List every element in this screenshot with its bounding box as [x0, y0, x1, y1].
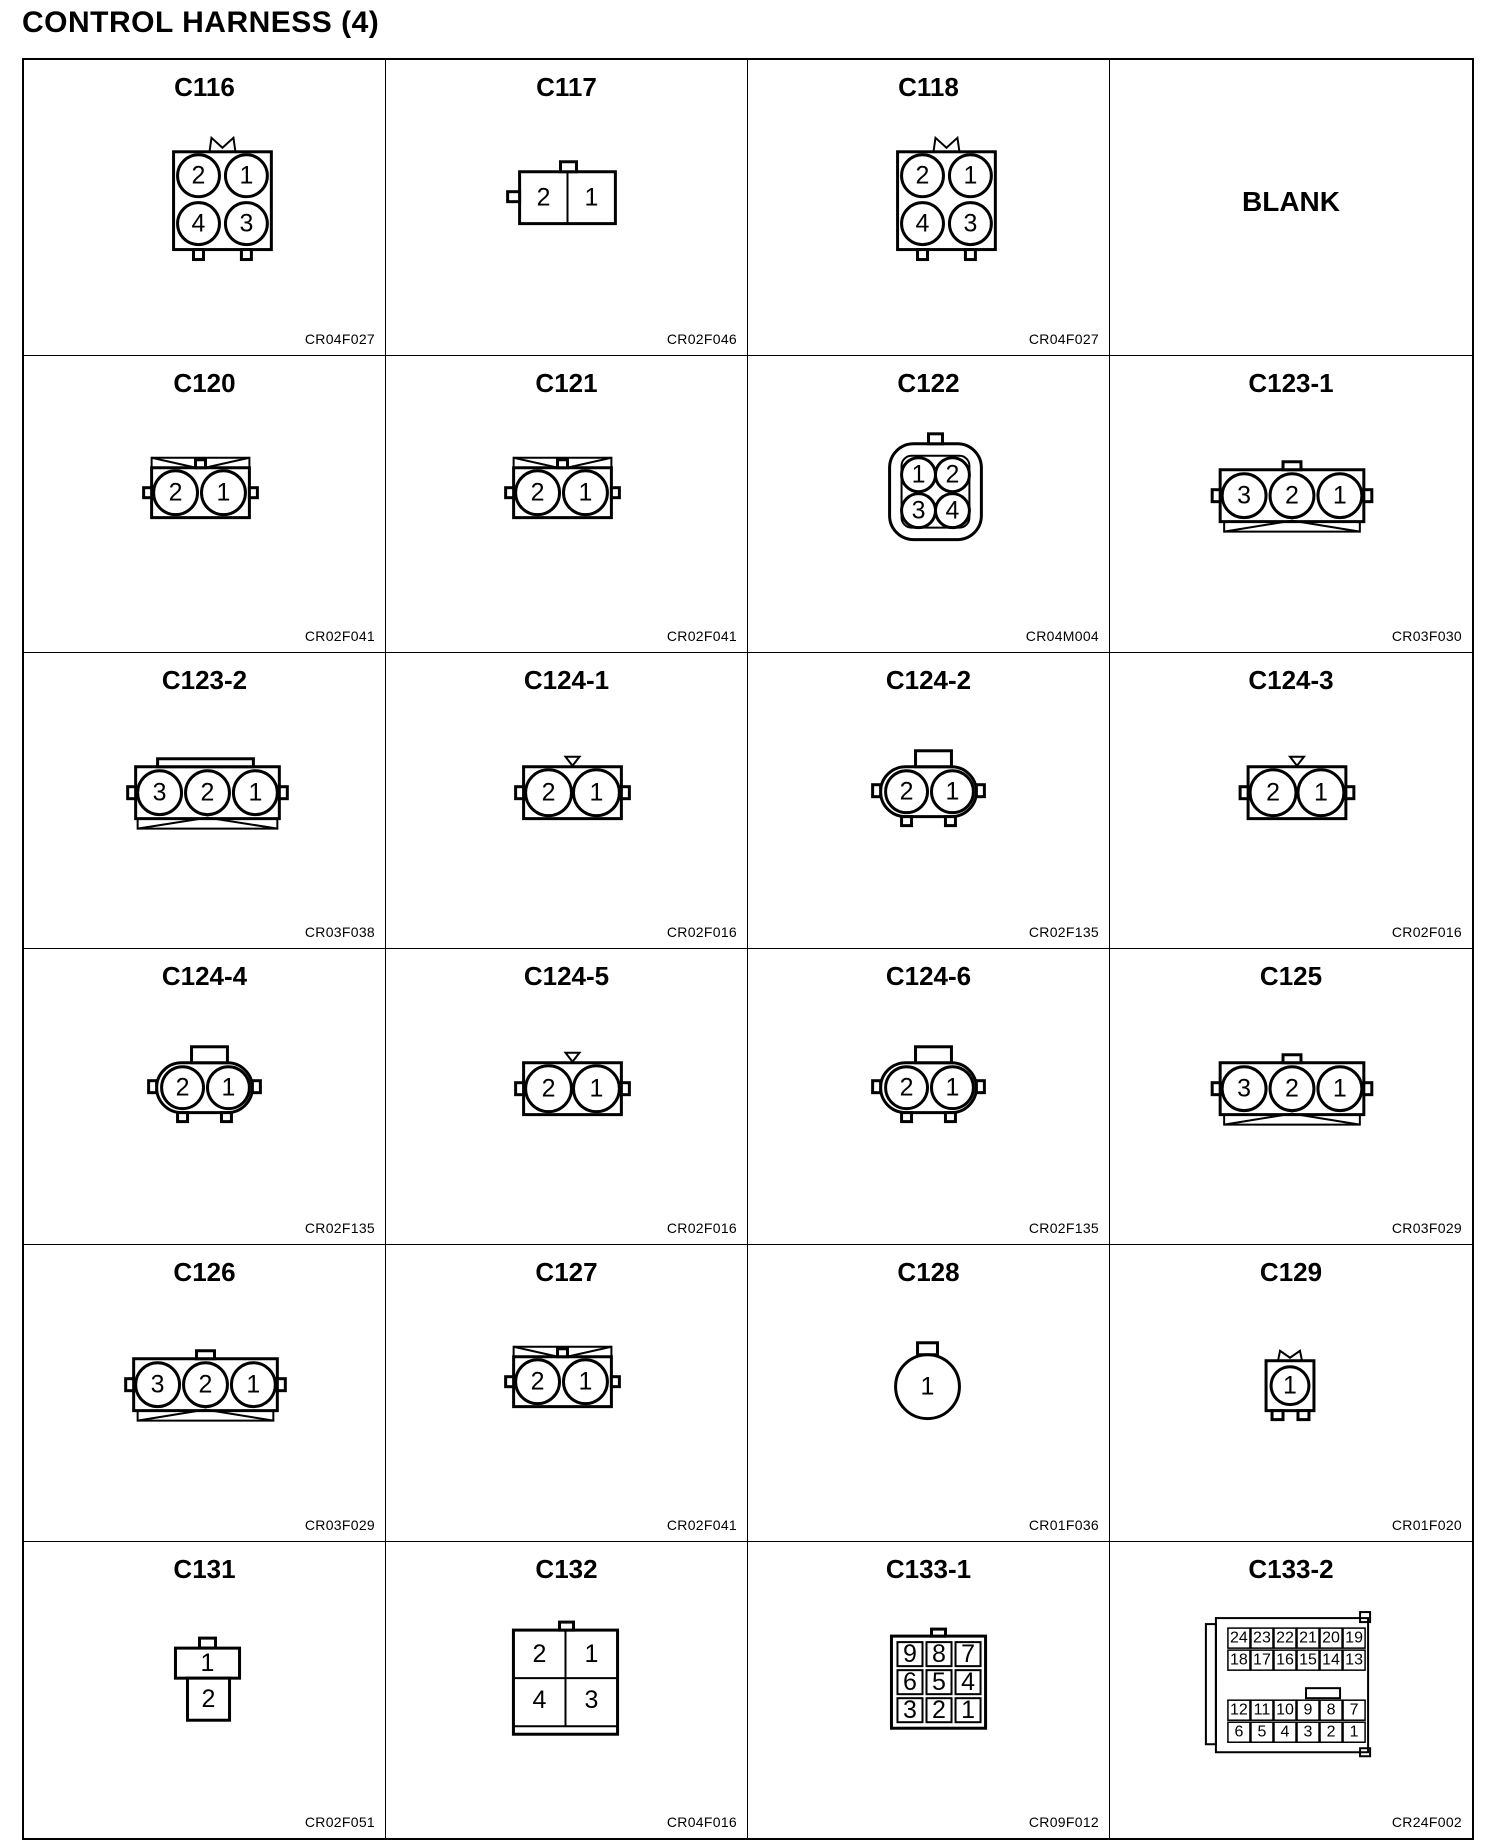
- latch-mark: [933, 138, 959, 152]
- pin-label: 3: [150, 1371, 165, 1400]
- connector-code: CR02F051: [304, 1814, 375, 1830]
- pin-label: 2: [175, 1073, 190, 1102]
- connector-name: C132: [535, 1553, 598, 1584]
- locating-tab: [221, 1113, 231, 1122]
- pin-label: 7: [1349, 1701, 1359, 1719]
- connector-name: C124-2: [885, 664, 972, 695]
- connector-diagram: [1110, 1245, 1472, 1540]
- connector-code: CR02F016: [1391, 924, 1462, 940]
- pin-label: 13: [1345, 1651, 1363, 1669]
- connector-code: CR02F135: [304, 1220, 375, 1237]
- connector-code: CR01F020: [1391, 1516, 1462, 1533]
- connector-diagram: [386, 1542, 747, 1838]
- page-title: CONTROL HARNESS (4): [22, 6, 380, 39]
- connector-cell: [1110, 356, 1472, 652]
- latch-mark: [1283, 1055, 1301, 1063]
- locating-tab: [506, 488, 514, 498]
- pin-label: 1: [246, 1371, 261, 1400]
- connector-name: C116: [174, 72, 235, 102]
- connector-name: C121: [535, 368, 598, 399]
- connector-diagram: [1110, 1542, 1472, 1838]
- locating-tab: [1364, 490, 1372, 502]
- pin-label: 2: [945, 461, 960, 490]
- pin-label: 2: [1285, 482, 1299, 511]
- locating-tab: [249, 488, 257, 498]
- connector-grid: [22, 58, 1474, 1840]
- latch-mark: [197, 1351, 215, 1359]
- pin-label: 1: [945, 777, 960, 806]
- polarity-triangle: [1290, 756, 1304, 765]
- connector-name: C125: [1259, 961, 1323, 991]
- connector-diagram: [1110, 949, 1472, 1244]
- pin-label: 11: [1253, 1701, 1271, 1719]
- connector-code: CR02F041: [666, 1516, 737, 1533]
- connector-cell: [1110, 949, 1472, 1245]
- connector-code: CR01F036: [1028, 1516, 1099, 1533]
- latch-mark: [196, 460, 206, 468]
- pin-label: 3: [584, 1685, 599, 1714]
- locating-tab: [1364, 1083, 1372, 1095]
- wedge-guide: [138, 818, 278, 828]
- latch-mark: [932, 1629, 946, 1636]
- pin-label: 2: [915, 161, 930, 190]
- pin-label: 4: [961, 1667, 976, 1696]
- connector-name: C131: [173, 1553, 236, 1584]
- locating-tab: [516, 1083, 524, 1095]
- blank-label: BLANK: [1242, 186, 1340, 217]
- connector-code: CR04F027: [1028, 331, 1099, 348]
- polarity-triangle: [566, 1053, 580, 1062]
- connector-diagram: [748, 949, 1109, 1244]
- pin-label: 6: [903, 1667, 917, 1696]
- pin-label: 24: [1230, 1629, 1248, 1647]
- connector-code: CR03F038: [304, 924, 375, 940]
- pin-label: 1: [248, 778, 263, 807]
- pin-label: 21: [1299, 1629, 1317, 1647]
- locating-tab: [128, 786, 136, 798]
- connector-code: CR03F029: [1391, 1220, 1462, 1237]
- locating-tab: [902, 1113, 912, 1122]
- locating-tab: [976, 1081, 984, 1093]
- pin-label: 1: [920, 1373, 935, 1402]
- connector-cell: [24, 60, 386, 356]
- pin-label: 2: [899, 777, 914, 806]
- connector-diagram: [386, 60, 747, 355]
- connector-diagram: [748, 60, 1109, 355]
- latch-mark: [558, 460, 568, 468]
- connector-code: CR04F016: [666, 1814, 737, 1830]
- pin-label: 1: [963, 161, 978, 190]
- locating-tab: [279, 786, 287, 798]
- connector-name: C124-1: [523, 664, 610, 695]
- connector-code: CR04F027: [304, 331, 375, 348]
- connector-code: CR09F012: [1028, 1814, 1099, 1830]
- connector-code: CR02F016: [666, 924, 737, 940]
- pin-label: 4: [945, 496, 960, 525]
- connector-diagram: [748, 1245, 1109, 1540]
- pin-label: 2: [200, 778, 215, 807]
- pin-label: 2: [530, 1368, 545, 1397]
- pin-label: 3: [911, 496, 926, 525]
- locating-tab: [873, 1081, 881, 1093]
- pin-label: 4: [532, 1685, 547, 1714]
- connector-code: CR02F041: [304, 627, 375, 644]
- pin-label: 2: [1326, 1723, 1336, 1741]
- pin-label: 1: [1349, 1723, 1359, 1741]
- connector-diagram: [24, 949, 385, 1244]
- pin-label: 9: [903, 1639, 917, 1668]
- pin-label: 1: [1332, 1074, 1347, 1103]
- locating-tab: [965, 250, 975, 260]
- pin-label: 1: [1313, 778, 1328, 807]
- pin-label: 2: [532, 1639, 547, 1668]
- connector-code: CR03F029: [304, 1516, 375, 1533]
- pin-label: 1: [578, 479, 593, 508]
- connector-name: C117: [536, 72, 597, 102]
- pin-label: 1: [216, 479, 231, 508]
- locating-tab: [241, 250, 251, 260]
- connector-cell: [24, 653, 386, 949]
- pin-label: 20: [1322, 1629, 1340, 1647]
- connector-name: C133-1: [885, 1553, 972, 1584]
- connector-name: C124-3: [1248, 664, 1334, 695]
- pin-label: 2: [201, 1684, 216, 1713]
- locating-tab: [873, 784, 881, 796]
- connector-name: C123-2: [161, 664, 248, 695]
- connector-code: CR02F046: [666, 331, 737, 348]
- pin-label: 1: [1332, 482, 1347, 511]
- pin-label: 3: [239, 209, 254, 238]
- connector-cell: [748, 356, 1110, 652]
- locating-tab: [126, 1379, 134, 1391]
- locating-tab: [621, 786, 629, 798]
- connector-name: C124-6: [885, 961, 972, 991]
- latch-mark: [918, 1343, 938, 1355]
- locating-tab: [144, 488, 152, 498]
- pin-label: 14: [1322, 1651, 1340, 1669]
- pin-label: 2: [541, 778, 556, 807]
- connector-cell: [748, 60, 1110, 356]
- latch-mark: [558, 1349, 568, 1357]
- connector-code: CR24F002: [1391, 1814, 1462, 1830]
- connector-diagram: [24, 1245, 385, 1540]
- pin-label: 5: [1257, 1723, 1267, 1741]
- pin-label: 16: [1276, 1651, 1294, 1669]
- pin-label: 6: [1234, 1723, 1244, 1741]
- connector-cell: [386, 1542, 748, 1838]
- locating-tab: [178, 1113, 188, 1122]
- connector-name: C122: [897, 368, 960, 399]
- pin-label: 9: [1303, 1701, 1313, 1719]
- connector-cell: [24, 1542, 386, 1838]
- connector-diagram: [24, 653, 385, 948]
- connector-name: C124-5: [523, 961, 610, 991]
- locating-tab: [945, 816, 955, 825]
- pin-label: 17: [1253, 1651, 1271, 1669]
- pin-label: 2: [198, 1371, 213, 1400]
- locating-tab: [1212, 1083, 1220, 1095]
- pin-label: 1: [961, 1695, 976, 1724]
- connector-name: C126: [173, 1257, 236, 1288]
- connector-diagram: [386, 949, 747, 1244]
- locating-tab: [1346, 786, 1354, 798]
- connector-diagram: [748, 356, 1109, 651]
- pin-label: 4: [191, 209, 206, 238]
- pin-label: 1: [589, 1074, 604, 1103]
- pin-label: 3: [1237, 1074, 1252, 1103]
- connector-diagram: [24, 1542, 385, 1838]
- latch-mark: [199, 1638, 215, 1648]
- connector-cell: [24, 356, 386, 652]
- latch-mark: [561, 162, 577, 172]
- connector-cell: [24, 949, 386, 1245]
- locating-tab: [516, 786, 524, 798]
- locating-tab: [508, 192, 520, 202]
- pin-label: 8: [932, 1639, 946, 1668]
- connector-cell: [386, 356, 748, 652]
- pin-label: 1: [1283, 1372, 1297, 1401]
- connector-code: CR02F016: [666, 1220, 737, 1237]
- connector-cell: [386, 653, 748, 949]
- connector-diagram: [386, 1245, 747, 1540]
- connector-cell: [1110, 653, 1472, 949]
- connector-diagram: [1110, 356, 1472, 651]
- pin-label: 2: [1266, 778, 1280, 807]
- latch-mark: [1283, 462, 1301, 470]
- locating-tab: [252, 1081, 260, 1093]
- latch-mark: [916, 750, 952, 766]
- connector-cell: [386, 60, 748, 356]
- connector-diagram: [748, 653, 1109, 948]
- pin-label: 2: [899, 1073, 914, 1102]
- pin-label: 2: [191, 161, 206, 190]
- pin-label: 2: [530, 479, 545, 508]
- pin-label: 23: [1253, 1629, 1271, 1647]
- latch-mark: [916, 1047, 952, 1063]
- locating-tab: [945, 1113, 955, 1122]
- connector-code: CR02F135: [1028, 1220, 1099, 1237]
- pin-label: 8: [1326, 1701, 1336, 1719]
- connector-name: C133-2: [1248, 1553, 1334, 1584]
- locating-tab: [149, 1081, 157, 1093]
- connector-cell: [748, 949, 1110, 1245]
- latch-mark: [929, 434, 943, 444]
- connector-cell: [24, 1245, 386, 1541]
- locating-tab: [1272, 1411, 1283, 1420]
- connector-diagram: [386, 653, 747, 948]
- pin-label: 19: [1345, 1629, 1363, 1647]
- connector-name: C127: [535, 1257, 598, 1288]
- pin-label: 1: [239, 161, 254, 190]
- latch-mark: [209, 138, 235, 152]
- connector-diagram: [24, 356, 385, 651]
- pin-label: 10: [1276, 1701, 1294, 1719]
- connector-cell: [748, 1542, 1110, 1838]
- pin-label: 1: [589, 778, 604, 807]
- pin-label: 3: [1303, 1723, 1313, 1741]
- connector-cell: [1110, 1542, 1472, 1838]
- locating-tab: [611, 1377, 619, 1387]
- connector-name: C124-4: [161, 961, 248, 991]
- pin-label: 5: [932, 1667, 946, 1696]
- pin-label: 18: [1230, 1651, 1248, 1669]
- locating-tab: [621, 1083, 629, 1095]
- latch-mark: [559, 1622, 573, 1630]
- connector-cell: [386, 1245, 748, 1541]
- connector-diagram: [386, 356, 747, 651]
- connector-cell: [386, 949, 748, 1245]
- connector-name: C129: [1259, 1257, 1323, 1288]
- connector-code: CR03F030: [1391, 627, 1462, 644]
- pin-label: 2: [536, 183, 551, 212]
- pin-label: 3: [152, 778, 167, 807]
- connector-code: CR04M004: [1025, 627, 1099, 644]
- locating-tab: [902, 816, 912, 825]
- locating-tab: [1212, 490, 1220, 502]
- locating-tab: [611, 488, 619, 498]
- locating-tab: [918, 250, 928, 260]
- pin-label: 15: [1299, 1651, 1317, 1669]
- connector-cell: [1110, 60, 1472, 356]
- latch-mark: [192, 1047, 228, 1063]
- connector-cell: [748, 1245, 1110, 1541]
- connector-name: C120: [173, 368, 236, 399]
- pin-label: 1: [945, 1073, 960, 1102]
- connector-housing: [890, 444, 982, 540]
- pin-label: 3: [963, 209, 978, 238]
- latch-bar: [158, 758, 254, 766]
- pin-label: 12: [1230, 1701, 1248, 1719]
- pin-label: 7: [961, 1639, 976, 1668]
- pin-label: 4: [1280, 1723, 1290, 1741]
- connector-code: CR02F135: [1028, 924, 1099, 940]
- polarity-triangle: [566, 756, 580, 765]
- connector-name: C128: [897, 1257, 960, 1288]
- pin-label: 1: [578, 1368, 593, 1397]
- locating-tab: [976, 784, 984, 796]
- side-rail: [1206, 1624, 1216, 1744]
- center-slot: [1306, 1688, 1340, 1698]
- pin-label: 2: [168, 479, 183, 508]
- pin-label: 4: [915, 209, 930, 238]
- locating-tab: [1298, 1411, 1309, 1420]
- connector-diagram: [1110, 653, 1472, 948]
- locating-tab: [194, 250, 204, 260]
- pin-label: 1: [200, 1648, 215, 1677]
- connector-name: C123-1: [1248, 368, 1334, 399]
- connector-diagram: [748, 1542, 1109, 1838]
- locating-tab: [506, 1377, 514, 1387]
- connector-code: CR02F041: [666, 627, 737, 644]
- pin-label: 1: [584, 1639, 599, 1668]
- pin-label: 3: [903, 1695, 917, 1724]
- connector-cell: [1110, 1245, 1472, 1541]
- pin-label: 1: [584, 183, 599, 212]
- pin-label: 2: [1285, 1074, 1299, 1103]
- pin-label: 3: [1237, 482, 1252, 511]
- connector-name: C118: [898, 72, 959, 102]
- pin-label: 2: [932, 1695, 946, 1724]
- pin-label: 2: [541, 1074, 556, 1103]
- connector-diagram: [24, 60, 385, 355]
- pin-label: 22: [1276, 1629, 1294, 1647]
- pin-label: 1: [911, 461, 926, 490]
- pin-label: 1: [221, 1073, 236, 1102]
- connector-cell: [748, 653, 1110, 949]
- locating-tab: [1240, 786, 1248, 798]
- locating-tab: [277, 1379, 285, 1391]
